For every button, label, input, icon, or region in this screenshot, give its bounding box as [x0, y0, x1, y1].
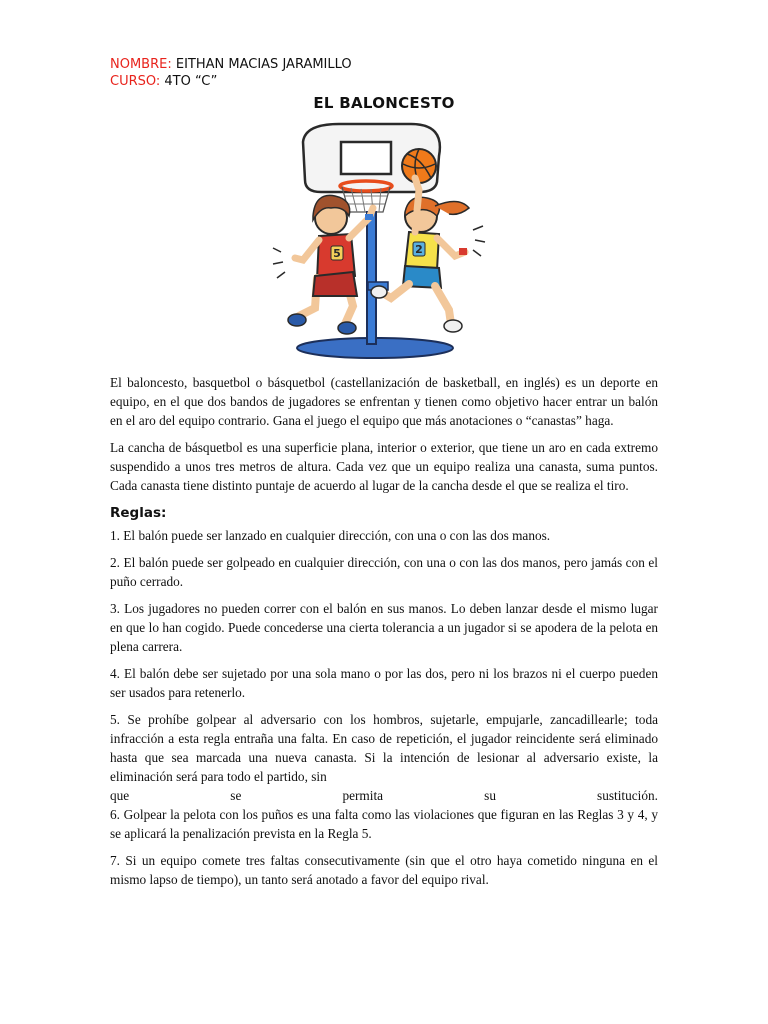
rule-5-justified-tail: [110, 786, 658, 805]
rule-5-word: se: [230, 788, 242, 803]
intro-paragraph-2: La cancha de básquetbol es una superficie plana, interior o exterior, que tiene un aro en cada extremo suspendido a unos tres metros de altura. Cada vez que un equipo realiza una canasta, suma puntos. Cada canasta tiene distinto puntaje de acuerdo al lugar de la cancha desde el que se realiza el tiro.: [110, 440, 658, 493]
student-name-line: [110, 56, 658, 73]
rule-5-word: su: [484, 788, 496, 803]
rule-5-text: 5. Se prohíbe golpear al adversario con los hombros, sujetarle, empujarle, zancadillearle; toda infracción a esta regla entraña una falta. En caso de repetición, el jugador reincidente será eliminado hasta que sea marcada una nueva canasta. Si la intención de lesionar al adversario existe, la eliminación será para todo el partido, sin: [110, 712, 658, 784]
player-number-5: 5: [333, 247, 341, 260]
rules-heading: Reglas:: [110, 505, 167, 521]
rule-5: [110, 710, 658, 805]
rule-7: 7. Si un equipo comete tres faltas consecutivamente (sin que el otro haya cometido ninguna en el mismo lapso de tiempo), un tanto será anotado a favor del equipo rival.: [110, 853, 658, 887]
rule-4: 4. El balón debe ser sujetado por una sola mano o por las dos, pero ni los brazos ni el cuerpo pueden ser usados para retenerlo.: [110, 666, 658, 700]
document-page: [110, 56, 658, 897]
basketball-kids-illustration: [269, 120, 499, 362]
name-label: NOMBRE:: [110, 57, 172, 72]
rule-5-word: sustitución.: [597, 788, 658, 803]
rule-3: 3. Los jugadores no pueden correr con el balón en sus manos. Lo deben lanzar desde el mismo lugar en que lo han cogido. Puede concederse una cierta tolerancia a un jugador si se apodera de la pelota en plena carrera.: [110, 601, 658, 654]
intro-paragraph-1: El baloncesto, basquetbol o básquetbol (castellanización de basketball, en inglés) es un deporte en equipo, en el que dos bandos de jugadores se enfrentan y tienen como objetivo hacer entrar un balón en el aro del equipo contrario. Gana el juego el equipo que más anotaciones o “canastas” haga.: [110, 375, 658, 428]
rule-1: 1. El balón puede ser lanzado en cualquier dirección, con una o con las dos manos.: [110, 528, 551, 543]
rule-5-word: permita: [342, 788, 384, 803]
course-line: [110, 73, 658, 90]
rule-6: 6. Golpear la pelota con los puños es una falta como las violaciones que figuran en las Reglas 3 y 4, y se aplicará la penalización prevista en la Regla 5.: [110, 807, 658, 841]
rule-5-word: que: [110, 788, 130, 803]
rule-2: 2. El balón puede ser golpeado en cualquier dirección, con una o con las dos manos, pero jamás con el puño cerrado.: [110, 555, 658, 589]
course-value: 4TO “C”: [164, 74, 218, 89]
player-number-2: 2: [415, 243, 423, 256]
student-name: EITHAN MACIAS JARAMILLO: [175, 57, 352, 72]
document-title: EL BALONCESTO: [313, 94, 455, 112]
course-label: CURSO:: [110, 74, 161, 89]
